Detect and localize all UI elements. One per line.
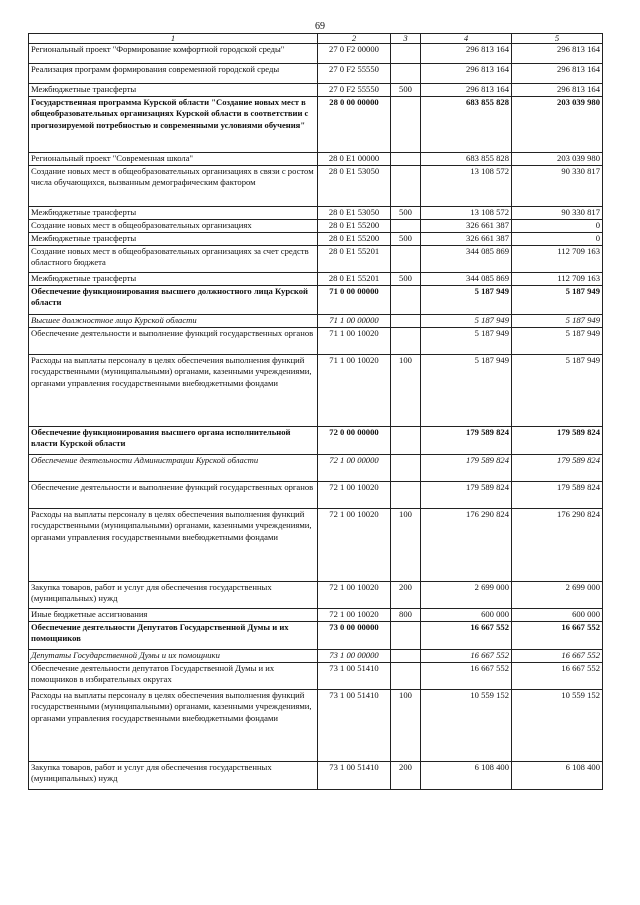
row-type-cell — [391, 97, 421, 153]
table-row — [29, 207, 603, 220]
table-row — [29, 355, 603, 427]
row-type-cell — [391, 482, 421, 509]
row-type-cell: 500 — [391, 207, 421, 220]
table-row — [29, 650, 603, 663]
row-code-cell: 73 1 00 51410 — [318, 762, 391, 790]
row-value-2021-cell: 5 187 949 — [512, 328, 603, 355]
header-col-5: 5 — [512, 34, 603, 44]
row-name-cell: Создание новых мест в общеобразовательных организациях — [29, 220, 318, 233]
row-name-cell: Высшее должностное лицо Курской области — [29, 315, 318, 328]
row-name-cell: Обеспечение деятельности Администрации Курской области — [29, 455, 318, 482]
row-name-cell: Обеспечение деятельности и выполнение функций государственных органов — [29, 328, 318, 355]
row-value-2021-cell: 10 559 152 — [512, 690, 603, 762]
row-name-cell: Обеспечение функционирования высшего должностного лица Курской области — [29, 286, 318, 315]
row-name-cell: Региональный проект "Формирование комфортной городской среды" — [29, 44, 318, 64]
row-value-2021-cell: 5 187 949 — [512, 315, 603, 328]
row-type-cell: 100 — [391, 355, 421, 427]
row-type-cell — [391, 153, 421, 166]
row-name-cell: Региональный проект "Современная школа" — [29, 153, 318, 166]
row-type-cell — [391, 64, 421, 84]
row-type-cell — [391, 246, 421, 273]
row-value-2020-cell: 2 699 000 — [421, 582, 512, 609]
row-value-2021-cell: 179 589 824 — [512, 482, 603, 509]
row-value-2020-cell: 5 187 949 — [421, 286, 512, 315]
row-type-cell: 100 — [391, 509, 421, 582]
row-value-2021-cell: 2 699 000 — [512, 582, 603, 609]
row-value-2020-cell: 179 589 824 — [421, 455, 512, 482]
row-type-cell: 500 — [391, 233, 421, 246]
row-code-cell: 73 0 00 00000 — [318, 622, 391, 650]
row-type-cell: 100 — [391, 690, 421, 762]
table-row — [29, 97, 603, 153]
row-code-cell: 72 1 00 10020 — [318, 582, 391, 609]
table-row — [29, 328, 603, 355]
row-code-cell: 28 0 E1 53050 — [318, 166, 391, 207]
row-value-2021-cell: 296 813 164 — [512, 64, 603, 84]
row-name-cell: Межбюджетные трансферты — [29, 207, 318, 220]
table-row — [29, 622, 603, 650]
row-value-2020-cell: 6 108 400 — [421, 762, 512, 790]
row-value-2021-cell: 600 000 — [512, 609, 603, 622]
row-value-2021-cell: 5 187 949 — [512, 355, 603, 427]
row-code-cell: 73 1 00 51410 — [318, 690, 391, 762]
row-type-cell — [391, 650, 421, 663]
table-row — [29, 582, 603, 609]
row-name-cell: Закупка товаров, работ и услуг для обеспечения государственных (муниципальных) нужд — [29, 582, 318, 609]
row-type-cell: 500 — [391, 84, 421, 97]
header-col-3: 3 — [391, 34, 421, 44]
row-name-cell: Создание новых мест в общеобразовательных организациях в связи с ростом числа обучающихся, вызванным демографическим фактором — [29, 166, 318, 207]
table-row — [29, 455, 603, 482]
row-name-cell: Межбюджетные трансферты — [29, 273, 318, 286]
row-value-2020-cell: 13 108 572 — [421, 166, 512, 207]
column-number-header — [29, 34, 603, 44]
row-value-2020-cell: 683 855 828 — [421, 97, 512, 153]
row-value-2020-cell: 326 661 387 — [421, 233, 512, 246]
row-value-2021-cell: 296 813 164 — [512, 84, 603, 97]
row-value-2021-cell: 176 290 824 — [512, 509, 603, 582]
row-value-2021-cell: 6 108 400 — [512, 762, 603, 790]
table-row — [29, 153, 603, 166]
row-value-2021-cell: 179 589 824 — [512, 455, 603, 482]
table-row — [29, 509, 603, 582]
row-name-cell: Обеспечение деятельности и выполнение функций государственных органов — [29, 482, 318, 509]
row-type-cell: 500 — [391, 273, 421, 286]
row-code-cell: 27 0 F2 55550 — [318, 84, 391, 97]
row-value-2020-cell: 326 661 387 — [421, 220, 512, 233]
row-value-2021-cell: 90 330 817 — [512, 207, 603, 220]
row-value-2021-cell: 203 039 980 — [512, 97, 603, 153]
table-row — [29, 315, 603, 328]
row-value-2020-cell: 179 589 824 — [421, 482, 512, 509]
row-code-cell: 27 0 F2 55550 — [318, 64, 391, 84]
row-code-cell: 28 0 E1 55200 — [318, 233, 391, 246]
row-type-cell — [391, 286, 421, 315]
row-value-2020-cell: 600 000 — [421, 609, 512, 622]
row-value-2020-cell: 296 813 164 — [421, 64, 512, 84]
row-code-cell: 72 1 00 10020 — [318, 509, 391, 582]
row-type-cell — [391, 427, 421, 455]
row-code-cell: 71 1 00 00000 — [318, 315, 391, 328]
header-col-4: 4 — [421, 34, 512, 44]
row-name-cell: Закупка товаров, работ и услуг для обеспечения государственных (муниципальных) нужд — [29, 762, 318, 790]
row-value-2020-cell: 5 187 949 — [421, 355, 512, 427]
row-type-cell — [391, 663, 421, 690]
row-code-cell: 71 0 00 00000 — [318, 286, 391, 315]
table-row — [29, 286, 603, 315]
table-row — [29, 44, 603, 64]
row-name-cell: Межбюджетные трансферты — [29, 233, 318, 246]
row-value-2020-cell: 16 667 552 — [421, 622, 512, 650]
row-code-cell: 28 0 E1 53050 — [318, 207, 391, 220]
budget-table — [28, 33, 603, 790]
row-value-2020-cell: 176 290 824 — [421, 509, 512, 582]
row-name-cell: Обеспечение деятельности Депутатов Государственной Думы и их помощников — [29, 622, 318, 650]
row-value-2020-cell: 344 085 869 — [421, 246, 512, 273]
row-type-cell — [391, 166, 421, 207]
row-value-2020-cell: 296 813 164 — [421, 44, 512, 64]
table-row — [29, 609, 603, 622]
table-row — [29, 690, 603, 762]
table-row — [29, 220, 603, 233]
row-name-cell: Государственная программа Курской области "Создание новых мест в общеобразовательных организациях Курской области в соответствии с прогнозируемой потребностью и современными условиями обучения" — [29, 97, 318, 153]
row-code-cell: 73 1 00 51410 — [318, 663, 391, 690]
row-name-cell: Депутаты Государственной Думы и их помощники — [29, 650, 318, 663]
table-row — [29, 233, 603, 246]
row-value-2021-cell: 16 667 552 — [512, 663, 603, 690]
row-type-cell — [391, 455, 421, 482]
row-value-2020-cell: 16 667 552 — [421, 650, 512, 663]
row-code-cell: 71 1 00 10020 — [318, 355, 391, 427]
row-value-2021-cell: 179 589 824 — [512, 427, 603, 455]
row-code-cell: 28 0 E1 55200 — [318, 220, 391, 233]
row-type-cell: 800 — [391, 609, 421, 622]
table-row — [29, 84, 603, 97]
row-type-cell — [391, 328, 421, 355]
row-name-cell: Иные бюджетные ассигнования — [29, 609, 318, 622]
row-name-cell: Обеспечение деятельности депутатов Государственной Думы и их помощников в избирательных округах — [29, 663, 318, 690]
row-value-2020-cell: 683 855 828 — [421, 153, 512, 166]
row-value-2021-cell: 16 667 552 — [512, 650, 603, 663]
row-value-2021-cell: 203 039 980 — [512, 153, 603, 166]
row-name-cell: Межбюджетные трансферты — [29, 84, 318, 97]
row-value-2021-cell: 0 — [512, 220, 603, 233]
row-value-2020-cell: 5 187 949 — [421, 315, 512, 328]
row-name-cell: Расходы на выплаты персоналу в целях обеспечения выполнения функций государственными (муниципальными) органами, казенными учреждениями, органами управления государственными внебюджетными фондами — [29, 690, 318, 762]
table-row — [29, 64, 603, 84]
row-name-cell: Расходы на выплаты персоналу в целях обеспечения выполнения функций государственными (муниципальными) органами, казенными учреждениями, органами управления государственными внебюджетными фондами — [29, 509, 318, 582]
row-value-2021-cell: 0 — [512, 233, 603, 246]
row-value-2021-cell: 296 813 164 — [512, 44, 603, 64]
row-type-cell — [391, 315, 421, 328]
row-value-2021-cell: 112 709 163 — [512, 273, 603, 286]
row-code-cell: 72 1 00 10020 — [318, 609, 391, 622]
row-value-2021-cell: 112 709 163 — [512, 246, 603, 273]
row-name-cell: Обеспечение функционирования высшего органа исполнительной власти Курской области — [29, 427, 318, 455]
row-value-2020-cell: 179 589 824 — [421, 427, 512, 455]
row-code-cell: 28 0 00 00000 — [318, 97, 391, 153]
table-row — [29, 762, 603, 790]
table-row — [29, 427, 603, 455]
table-row — [29, 273, 603, 286]
row-code-cell: 71 1 00 10020 — [318, 328, 391, 355]
row-type-cell — [391, 622, 421, 650]
row-name-cell: Создание новых мест в общеобразовательных организациях за счет средств областного бюджета — [29, 246, 318, 273]
row-code-cell: 28 0 E1 55201 — [318, 246, 391, 273]
header-col-2: 2 — [318, 34, 391, 44]
row-value-2020-cell: 10 559 152 — [421, 690, 512, 762]
row-name-cell: Расходы на выплаты персоналу в целях обеспечения выполнения функций государственными (муниципальными) органами, казенными учреждениями, органами управления государственными внебюджетными фондами — [29, 355, 318, 427]
row-code-cell: 72 1 00 10020 — [318, 482, 391, 509]
page-number: 69 — [315, 21, 325, 32]
table-row — [29, 482, 603, 509]
row-type-cell: 200 — [391, 582, 421, 609]
row-value-2020-cell: 16 667 552 — [421, 663, 512, 690]
row-code-cell: 27 0 F2 00000 — [318, 44, 391, 64]
table-row — [29, 166, 603, 207]
row-value-2021-cell: 90 330 817 — [512, 166, 603, 207]
row-value-2020-cell: 344 085 869 — [421, 273, 512, 286]
row-value-2020-cell: 5 187 949 — [421, 328, 512, 355]
table-row — [29, 663, 603, 690]
row-code-cell: 28 0 E1 55201 — [318, 273, 391, 286]
row-value-2020-cell: 13 108 572 — [421, 207, 512, 220]
row-value-2020-cell: 296 813 164 — [421, 84, 512, 97]
row-code-cell: 72 1 00 00000 — [318, 455, 391, 482]
row-value-2021-cell: 16 667 552 — [512, 622, 603, 650]
table-row — [29, 246, 603, 273]
row-code-cell: 73 1 00 00000 — [318, 650, 391, 663]
row-type-cell — [391, 220, 421, 233]
row-code-cell: 28 0 E1 00000 — [318, 153, 391, 166]
row-value-2021-cell: 5 187 949 — [512, 286, 603, 315]
row-type-cell: 200 — [391, 762, 421, 790]
header-col-1: 1 — [29, 34, 318, 44]
row-name-cell: Реализация программ формирования современной городской среды — [29, 64, 318, 84]
row-code-cell: 72 0 00 00000 — [318, 427, 391, 455]
row-type-cell — [391, 44, 421, 64]
